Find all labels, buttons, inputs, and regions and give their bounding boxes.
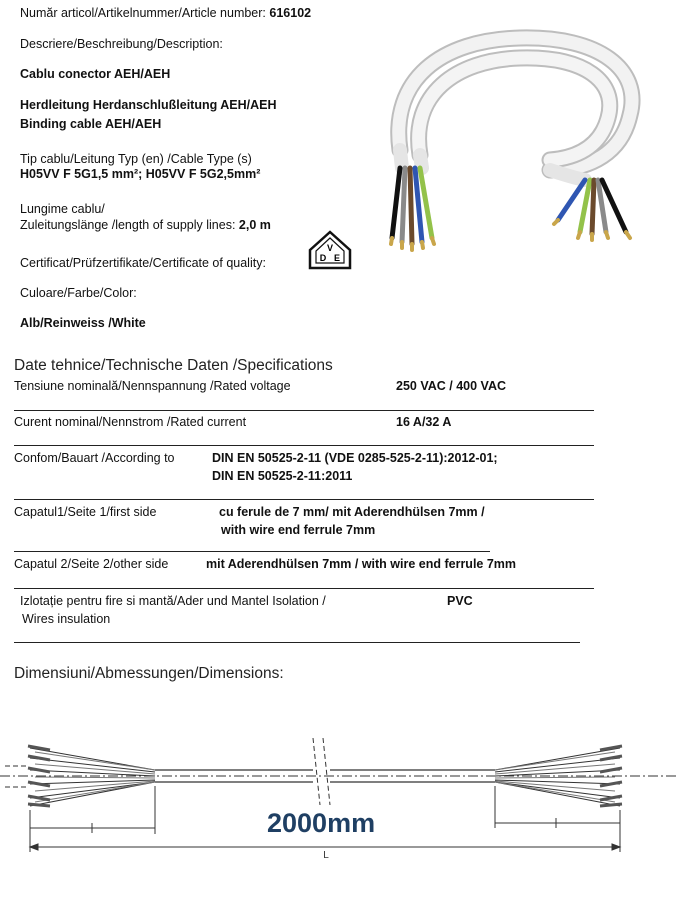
svg-text:D: D	[319, 253, 327, 263]
rated-voltage-value: 250 VAC / 400 VAC	[396, 379, 507, 393]
cable-type-label: Tip cablu/Leitung Typ (en) /Cable Type (s)	[20, 152, 252, 166]
article-number-row	[20, 6, 311, 20]
first-side-label: Capatul1/Seite 1/first side	[14, 505, 157, 519]
rated-current-value: 16 A/32 A	[396, 415, 452, 429]
certificate-label: Certificat/Prüfzertifikate/Certificate of quality:	[20, 256, 266, 270]
according-to-value-1: DIN EN 50525-2-11 (VDE 0285-525-2-11):2012-01;	[212, 451, 498, 465]
divider	[14, 499, 594, 500]
length-row	[20, 218, 271, 232]
insulation-label-2: Wires insulation	[22, 612, 111, 626]
color-label: Culoare/Farbe/Color:	[20, 286, 137, 300]
according-to-value-2: DIN EN 50525-2-11:2011	[212, 469, 353, 483]
divider	[14, 551, 490, 552]
article-number-label: Număr articol/Artikelnummer/Article number:	[20, 6, 266, 20]
first-side-value-2: with wire end ferrule 7mm	[221, 523, 376, 537]
dimension-drawing	[0, 730, 678, 870]
cable-photo	[380, 20, 650, 280]
according-to-label: Confom/Bauart /According to	[14, 451, 175, 465]
first-side-value-1: cu ferule de 7 mm/ mit Aderendhülsen 7mm /	[219, 505, 485, 519]
cable-type-value: H05VV F 5G1,5 mm²; H05VV F 5G2,5mm²	[20, 167, 261, 181]
description-line-2: Herdleitung Herdanschlußleitung AEH/AEH	[20, 98, 277, 112]
description-line-3: Binding cable AEH/AEH	[20, 117, 162, 131]
svg-text:E: E	[333, 253, 341, 263]
specifications-title: Date tehnice/Technische Daten /Specifications	[14, 357, 333, 374]
article-number-value: 616102	[269, 6, 312, 20]
insulation-label-1: Izlotație pentru fire si mantă/Ader und Mantel Isolation /	[20, 594, 326, 608]
rated-current-label: Curent nominal/Nennstrom /Rated current	[14, 415, 247, 429]
length-label-2: Zuleitungslänge /length of supply lines:	[20, 218, 236, 232]
dimension-length-label: 2000mm	[267, 808, 376, 838]
other-side-label: Capatul 2/Seite 2/other side	[14, 557, 169, 571]
divider	[14, 642, 580, 643]
other-side-value: mit Aderendhülsen 7mm / with wire end ferrule 7mm	[206, 557, 517, 571]
length-label-1: Lungime cablu/	[20, 202, 105, 216]
length-axis-label: L	[323, 850, 329, 861]
length-value: 2,0 m	[238, 218, 271, 232]
vde-mark-icon	[304, 230, 356, 274]
svg-text:V: V	[326, 243, 334, 253]
color-value: Alb/Reinweiss /White	[20, 316, 146, 330]
divider	[14, 410, 594, 411]
dimensions-title: Dimensiuni/Abmessungen/Dimensions:	[14, 665, 284, 682]
divider	[14, 445, 594, 446]
rated-voltage-label: Tensiune nominală/Nennspannung /Rated voltage	[14, 379, 291, 393]
description-line-1: Cablu conector AEH/AEH	[20, 67, 171, 81]
divider	[14, 588, 594, 589]
description-label: Descriere/Beschreibung/Description:	[20, 37, 223, 51]
insulation-value: PVC	[447, 594, 473, 608]
